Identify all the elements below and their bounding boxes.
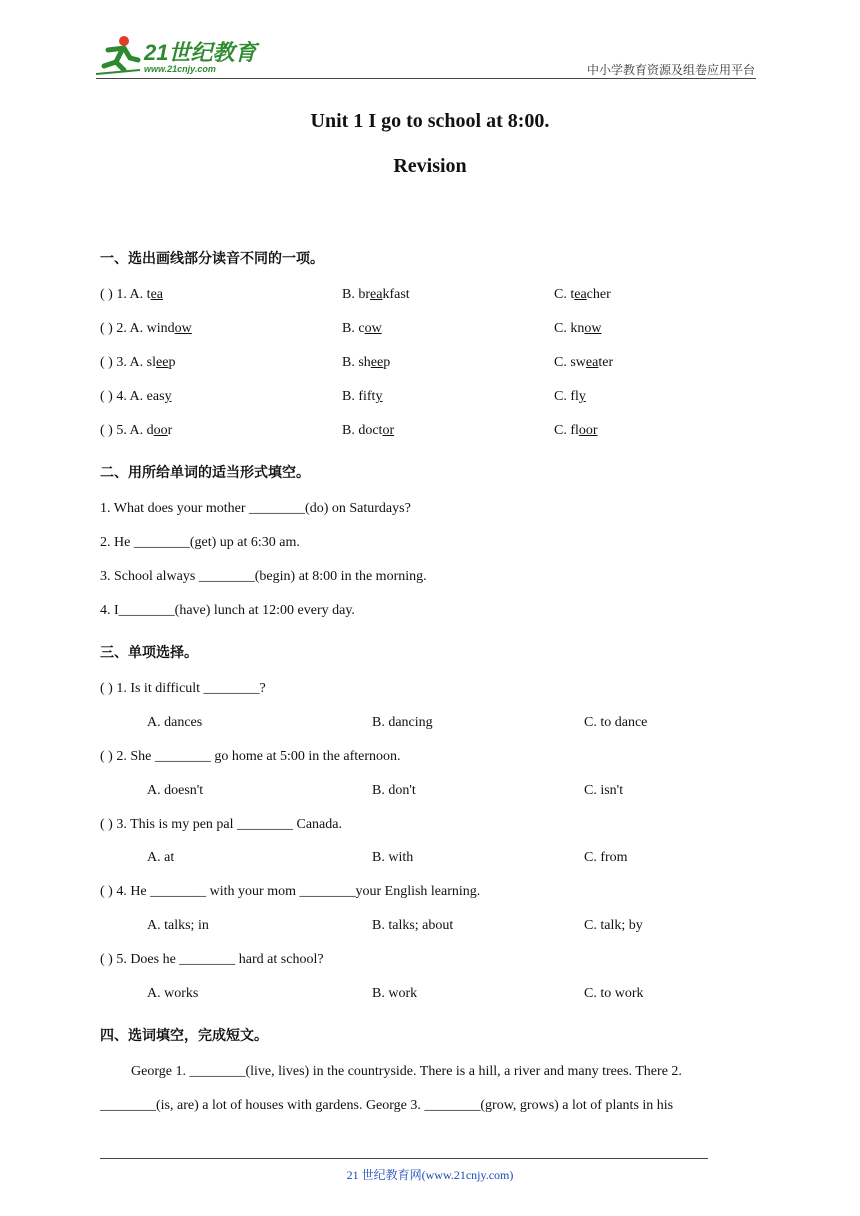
- s3-option-a-4: A. talks; in: [147, 918, 209, 933]
- s1-question-1: ( ) 1. A. tea: [100, 287, 163, 302]
- logo-url: www.21cnjy.com: [144, 64, 216, 74]
- s1-question-4: ( ) 4. A. easy: [100, 389, 172, 404]
- s3-option-a-2: A. doesn't: [147, 783, 204, 798]
- s1-option-b-2: B. cow: [342, 321, 382, 336]
- footer-text: 21 世纪教育网(www.21cnjy.com): [346, 1168, 514, 1182]
- s1-option-c-1: C. teacher: [554, 287, 611, 302]
- s3-question-1: ( ) 1. Is it difficult ________?: [100, 681, 266, 696]
- section-4-heading: 四、选词填空，完成短文。: [100, 1028, 268, 1044]
- s3-option-a-3: A. at: [147, 850, 175, 865]
- s1-option-c-3: C. sweater: [554, 355, 614, 370]
- s3-option-b-4: B. talks; about: [372, 918, 454, 933]
- s1-option-b-4: B. fifty: [342, 389, 383, 404]
- s3-option-c-3: C. from: [584, 850, 628, 865]
- s1-option-b-5: B. doctor: [342, 423, 395, 438]
- header-divider: [96, 78, 756, 79]
- s1-question-5: ( ) 5. A. door: [100, 423, 173, 438]
- s3-question-2: ( ) 2. She ________ go home at 5:00 in the afternoon.: [100, 749, 401, 764]
- site-logo: [94, 34, 264, 78]
- s3-option-c-1: C. to dance: [584, 715, 648, 730]
- s2-item-3: 3. School always ________(begin) at 8:00 in the morning.: [100, 569, 427, 584]
- s3-option-b-5: B. work: [372, 986, 418, 1001]
- s2-item-4: 4. I________(have) lunch at 12:00 every day.: [100, 603, 355, 618]
- section-2-heading: 二、用所给单词的适当形式填空。: [100, 465, 310, 481]
- section-1-heading: 一、选出画线部分读音不同的一项。: [100, 251, 324, 267]
- page-subtitle: Revision: [393, 155, 467, 177]
- s3-question-5: ( ) 5. Does he ________ hard at school?: [100, 952, 324, 967]
- s3-option-a-1: A. dances: [147, 715, 203, 730]
- section-3-heading: 三、单项选择。: [100, 645, 198, 661]
- s3-option-b-2: B. don't: [372, 783, 416, 798]
- s2-item-1: 1. What does your mother ________(do) on Saturdays?: [100, 501, 411, 516]
- s1-question-3: ( ) 3. A. sleep: [100, 355, 176, 370]
- s4-passage-line-1: George 1. ________(live, lives) in the countryside. There is a hill, a river and many trees. There 2.: [131, 1064, 682, 1079]
- s3-option-a-5: A. works: [147, 986, 199, 1001]
- header-slogan: 中小学教育资源及组卷应用平台: [586, 63, 755, 77]
- s3-question-3: ( ) 3. This is my pen pal ________ Canada.: [100, 817, 342, 832]
- footer-divider: [100, 1158, 708, 1159]
- s3-option-c-5: C. to work: [584, 986, 644, 1001]
- s3-option-c-4: C. talk; by: [584, 918, 643, 933]
- s4-passage-line-2: ________(is, are) a lot of houses with gardens. George 3. ________(grow, grows) a lot of plants in his: [100, 1098, 674, 1113]
- s3-option-c-2: C. isn't: [584, 783, 624, 798]
- s1-option-b-3: B. sheep: [342, 355, 391, 370]
- s1-option-b-1: B. breakfast: [342, 287, 410, 302]
- s3-option-b-1: B. dancing: [372, 715, 433, 730]
- page-title: Unit 1 I go to school at 8:00.: [310, 110, 550, 132]
- s1-question-2: ( ) 2. A. window: [100, 321, 192, 336]
- s1-option-c-5: C. floor: [554, 423, 598, 438]
- s3-option-b-3: B. with: [372, 850, 414, 865]
- s2-item-2: 2. He ________(get) up at 6:30 am.: [100, 535, 300, 550]
- runner-logo-icon: [94, 34, 142, 78]
- s1-option-c-2: C. know: [554, 321, 602, 336]
- logo-text: 21世纪教育: [144, 40, 257, 65]
- s1-option-c-4: C. fly: [554, 389, 586, 404]
- s3-question-4: ( ) 4. He ________ with your mom ________your English learning.: [100, 884, 481, 899]
